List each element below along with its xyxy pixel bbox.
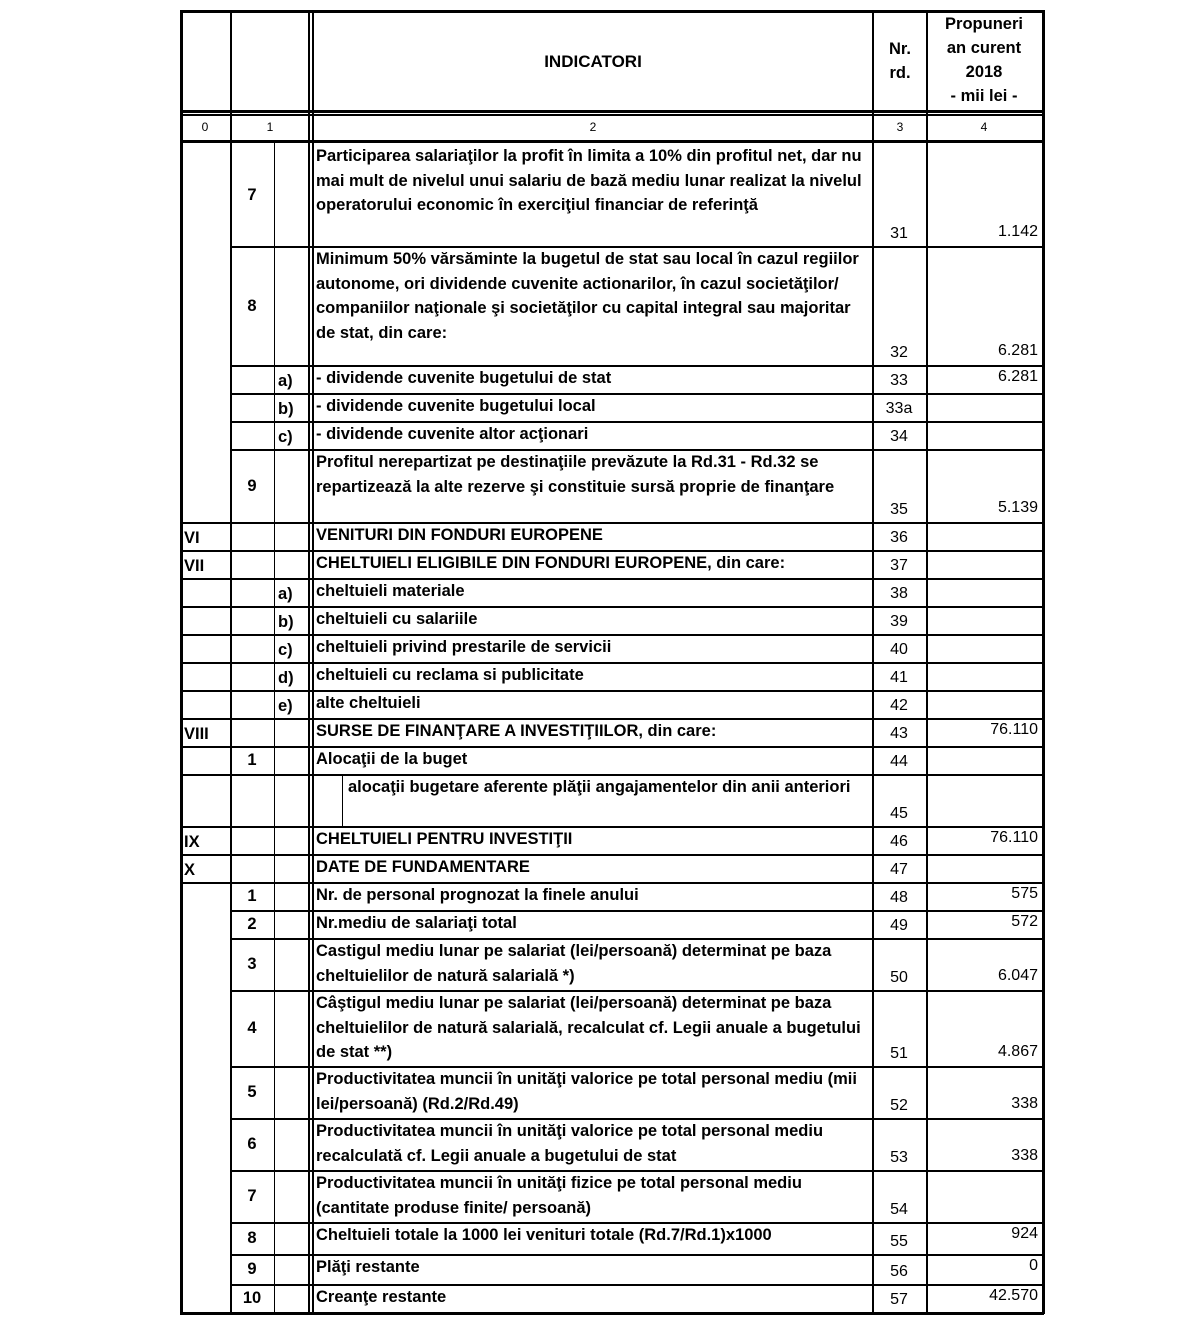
indicator-text: Cheltuieli totale la 1000 lei venituri totale (Rd.7/Rd.1)x1000: [316, 1226, 772, 1244]
sub-letter: e): [278, 697, 293, 715]
colnum-1: 1: [266, 120, 274, 134]
header-nr-rd: Nr. rd.: [888, 40, 911, 82]
grid-line-h: [230, 938, 1044, 940]
row-number: 48: [890, 889, 908, 906]
indicator-text: Productivitatea muncii în unităţi valorice pe total personal mediu recalculată cf. Legii anuale a bugetului de stat: [316, 1122, 824, 1165]
section-code: VI: [184, 529, 200, 547]
grid-line-h: [180, 634, 1044, 636]
indicator-text: cheltuieli materiale: [316, 582, 465, 600]
row-number: 37: [890, 557, 908, 574]
grid-line-h: [180, 690, 1044, 692]
indicator-text: VENITURI DIN FONDURI EUROPENE: [316, 526, 603, 544]
colnum-2: 2: [589, 120, 597, 134]
item-number: 2: [247, 915, 257, 933]
item-number: 1: [247, 887, 257, 905]
grid-line-h: [230, 449, 1044, 451]
grid-line-v: [926, 10, 928, 142]
sub-letter: c): [278, 428, 293, 446]
indicator-text: Productivitatea muncii în unităţi fizice pe total personal mediu (cantitate produse finite/ persoană): [316, 1174, 802, 1217]
proposal-value: 572: [1011, 913, 1038, 930]
row-number: 56: [890, 1263, 908, 1280]
sub-letter: a): [278, 372, 293, 390]
indicator-text: Productivitatea muncii în unităţi valorice pe total personal mediu (mii lei/persoană) (Rd.2/Rd.49): [316, 1070, 857, 1113]
row-number: 35: [890, 501, 908, 518]
row-number: 33a: [885, 400, 913, 417]
grid-line-h: [180, 522, 1044, 524]
indicator-text: Participarea salariaţilor la profit în limita a 10% din profitul net, dar nu mai mult de nivelul unui salariu de bază mediu lunar realizat la nivelul operatorului economic în exerciţiul financiar de referinţă: [316, 147, 862, 214]
grid-line-h: [230, 246, 1044, 248]
proposal-value: 924: [1011, 1225, 1038, 1242]
item-number: 8: [247, 1229, 257, 1247]
proposal-value: 6.047: [997, 967, 1038, 984]
row-number: 39: [890, 613, 908, 630]
item-number: 8: [247, 296, 257, 315]
proposal-value: 338: [1011, 1095, 1038, 1112]
row-number: 47: [890, 861, 908, 878]
proposal-value: 0: [1029, 1257, 1038, 1274]
indicator-text: DATE DE FUNDAMENTARE: [316, 858, 530, 876]
row-number: 42: [890, 697, 908, 714]
row-number: 36: [890, 529, 908, 546]
colnum-3: 3: [896, 120, 904, 134]
proposal-value: 6.281: [997, 368, 1038, 385]
indicator-text: Plăţi restante: [316, 1258, 420, 1276]
indicator-text: CHELTUIELI PENTRU INVESTIŢII: [316, 830, 573, 848]
grid-line-h: [180, 662, 1044, 664]
proposal-value: 6.281: [997, 342, 1038, 359]
item-number: 9: [247, 1260, 257, 1278]
grid-line-v: [312, 140, 314, 1314]
item-number: 3: [247, 955, 257, 973]
indicator-text: Creanţe restante: [316, 1288, 447, 1306]
grid-line-v: [926, 140, 928, 1314]
item-number: 10: [242, 1289, 262, 1307]
item-number: 1: [247, 751, 257, 769]
indicator-text: Câştigul mediu lunar pe salariat (lei/persoană) determinat pe baza cheltuielilor de natură salarială, recalculat cf. Legii anuale a bugetului de stat **): [316, 994, 861, 1061]
grid-line-v: [274, 140, 275, 1314]
row-number: 52: [890, 1097, 908, 1114]
row-number: 46: [890, 833, 908, 850]
grid-line-h: [180, 882, 1044, 884]
grid-line-h: [230, 1170, 1044, 1172]
grid-line-v: [230, 140, 232, 1314]
row-number: 55: [890, 1233, 908, 1250]
proposal-value: 1.142: [997, 223, 1038, 240]
grid-line-h: [180, 718, 1044, 720]
sub-letter: d): [278, 669, 294, 687]
row-number: 54: [890, 1201, 908, 1218]
header-propuneri: Propuneri an curent 2018 - mii lei -: [945, 15, 1023, 105]
indicator-text: CHELTUIELI ELIGIBILE DIN FONDURI EUROPENE, din care:: [316, 554, 786, 572]
item-number: 7: [247, 1187, 257, 1205]
grid-line-h: [230, 1066, 1044, 1068]
row-number: 53: [890, 1149, 908, 1166]
header-indicatori: INDICATORI: [544, 52, 642, 71]
colnum-0: 0: [201, 120, 209, 134]
indicator-text: - dividende cuvenite bugetului de stat: [316, 369, 612, 387]
colnum-4: 4: [980, 120, 988, 134]
row-number: 41: [890, 669, 908, 686]
sub-letter: a): [278, 585, 293, 603]
grid-line-h: [180, 854, 1044, 856]
grid-line-h: [230, 1254, 1044, 1256]
indicator-text: Castigul mediu lunar pe salariat (lei/persoană) determinat pe baza cheltuielilor de natură salarială *): [316, 942, 832, 985]
sub-letter: b): [278, 613, 294, 631]
grid-line-v: [308, 10, 310, 142]
row-number: 57: [890, 1291, 908, 1308]
grid-line-h: [230, 1118, 1044, 1120]
grid-line-h: [230, 1222, 1044, 1224]
row-number: 45: [890, 805, 908, 822]
row-number: 33: [890, 372, 908, 389]
proposal-value: 5.139: [997, 499, 1038, 516]
grid-line-h: [230, 1284, 1044, 1286]
sub-letter: c): [278, 641, 293, 659]
row-number: 44: [890, 753, 908, 770]
grid-line-h: [230, 393, 1044, 395]
grid-line-v: [872, 10, 874, 142]
item-number: 5: [247, 1083, 257, 1101]
row-number: 31: [890, 225, 908, 242]
grid-line-h: [230, 421, 1044, 423]
section-code: X: [184, 861, 196, 879]
item-number: 4: [247, 1019, 257, 1037]
indicator-text: SURSE DE FINANŢARE A INVESTIŢIILOR, din care:: [316, 722, 717, 740]
item-number: 7: [247, 185, 257, 204]
section-code: VIII: [184, 725, 209, 743]
grid-line-h: [230, 910, 1044, 912]
proposal-value: 76.110: [990, 721, 1038, 738]
grid-line-h: [180, 746, 1044, 748]
grid-line-h: [180, 826, 1044, 828]
indicator-text: Profitul nerepartizat pe destinaţiile prevăzute la Rd.31 - Rd.32 se repartizează la alte rezerve şi constituie sursă proprie de finanţare: [316, 453, 835, 496]
grid-line-v: [230, 10, 232, 142]
row-number: 34: [890, 428, 908, 445]
indicator-text: Minimum 50% vărsăminte la bugetul de stat sau local în cazul regiilor autonome, ori dividende cuvenite actionarilor, în cazul societăţilor/ companiilor naţionale şi societăţilor cu capital integral sau majoritar de stat, din care:: [316, 250, 859, 342]
proposal-value: 42.570: [989, 1287, 1038, 1304]
grid-line-h: [230, 365, 1044, 367]
indicator-text: Alocaţii de la buget: [316, 750, 468, 768]
indicator-text: cheltuieli cu reclama si publicitate: [316, 666, 584, 684]
indicator-text: cheltuieli cu salariile: [316, 610, 478, 628]
item-number: 6: [247, 1135, 257, 1153]
grid-line-v: [308, 140, 310, 1314]
indent-line: [342, 774, 343, 826]
section-code: VII: [184, 557, 205, 575]
row-number: 40: [890, 641, 908, 658]
section-code: IX: [184, 833, 200, 851]
indicator-text: Nr.mediu de salariaţi total: [316, 914, 517, 932]
proposal-value: 4.867: [997, 1043, 1038, 1060]
grid-line-h: [180, 774, 1044, 776]
grid-line-v: [312, 10, 314, 142]
indicator-text: alte cheltuieli: [316, 694, 421, 712]
indicator-text: cheltuieli privind prestarile de servicii: [316, 638, 612, 656]
row-number: 51: [890, 1045, 908, 1062]
proposal-value: 575: [1011, 885, 1038, 902]
row-number: 43: [890, 725, 908, 742]
row-number: 49: [890, 917, 908, 934]
grid-line-v: [872, 140, 874, 1314]
grid-line-h: [230, 990, 1044, 992]
sub-letter: b): [278, 400, 294, 418]
indicator-text: - dividende cuvenite bugetului local: [316, 397, 596, 415]
indicator-text: alocaţii bugetare aferente plăţii angajamentelor din anii anteriori: [348, 778, 851, 796]
item-number: 9: [247, 476, 257, 495]
row-number: 38: [890, 585, 908, 602]
row-number: 50: [890, 969, 908, 986]
indicator-text: Nr. de personal prognozat la finele anului: [316, 886, 639, 904]
grid-line-h: [180, 550, 1044, 552]
indicator-text: - dividende cuvenite altor acţionari: [316, 425, 589, 443]
grid-line-h: [180, 578, 1044, 580]
proposal-value: 338: [1011, 1147, 1038, 1164]
row-number: 32: [890, 344, 908, 361]
proposal-value: 76.110: [990, 829, 1038, 846]
grid-line-h: [180, 606, 1044, 608]
